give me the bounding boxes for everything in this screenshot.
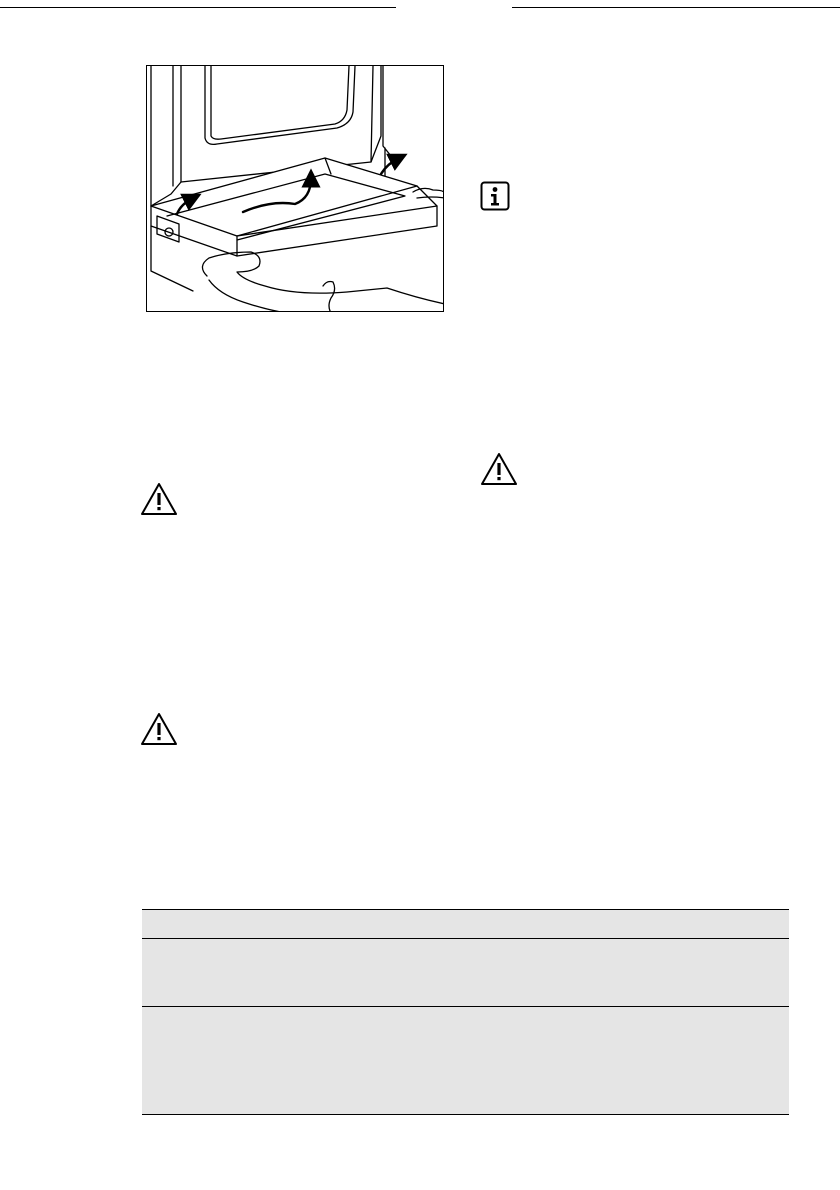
table-cell (466, 939, 790, 1007)
table-header-cell (466, 910, 790, 939)
warning-triangle-icon (140, 712, 178, 746)
table-header-row (142, 910, 789, 939)
header-line-right (512, 7, 840, 8)
table-header-cell (142, 910, 466, 939)
table-cell (142, 1007, 466, 1115)
header-line-left (0, 7, 396, 8)
spec-table (142, 909, 789, 1115)
table-row (142, 1007, 789, 1115)
warning-triangle-icon (480, 452, 518, 486)
page-header-rule (0, 0, 840, 14)
drawer-illustration-svg (147, 66, 444, 312)
warning-triangle-icon (140, 482, 178, 516)
table-cell (142, 939, 466, 1007)
table-row (142, 939, 789, 1007)
drawer-removal-illustration (146, 65, 444, 312)
info-icon (480, 181, 510, 211)
table-cell (466, 1007, 790, 1115)
